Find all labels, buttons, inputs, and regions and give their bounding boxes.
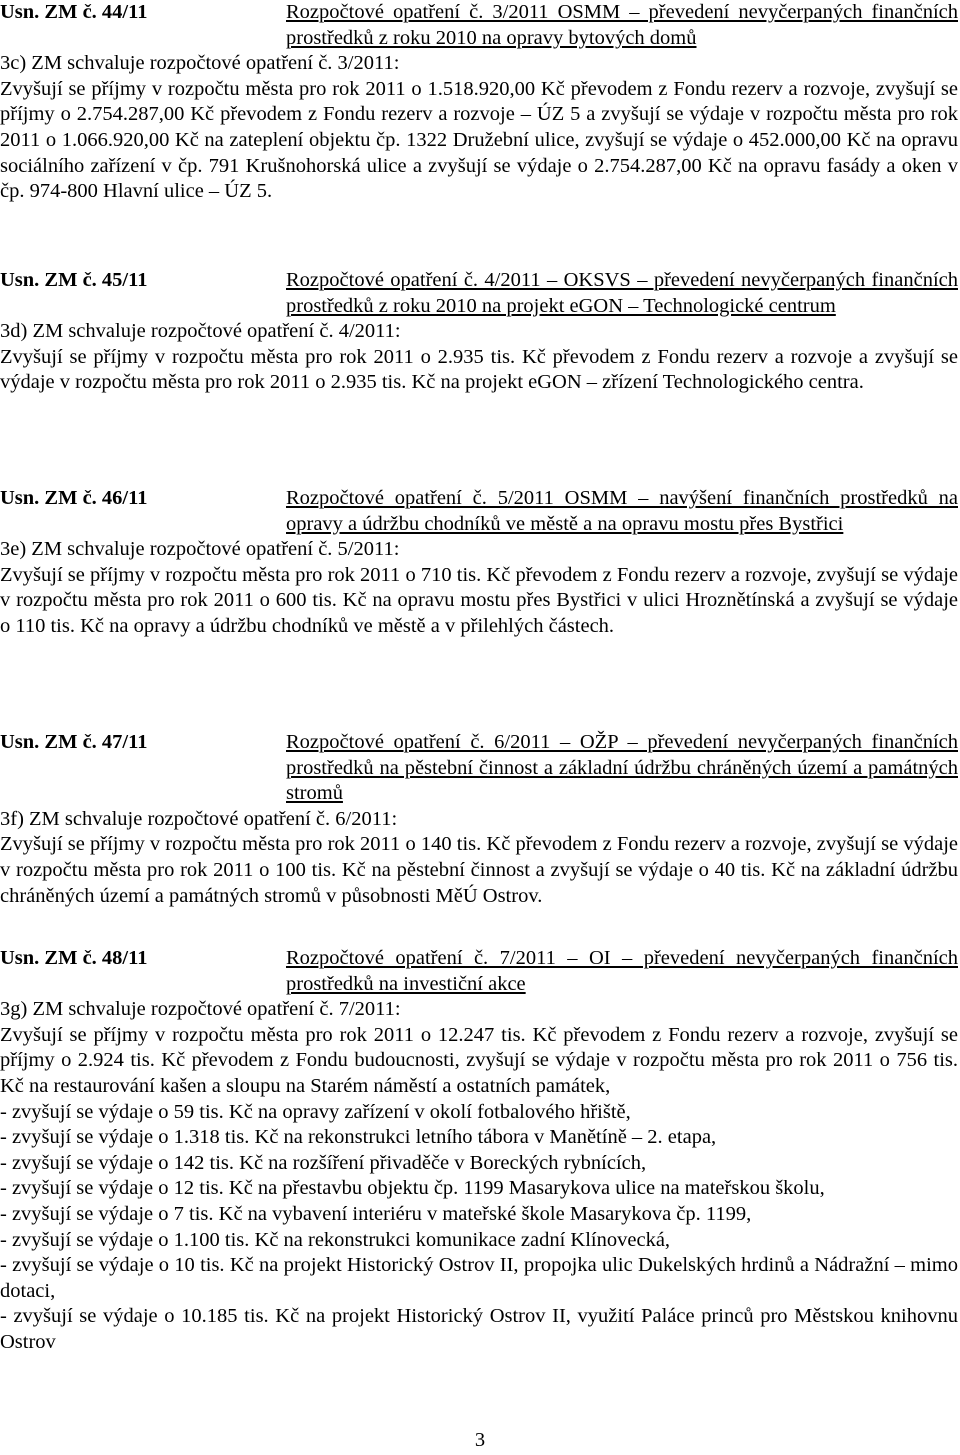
resolution-subject: Rozpočtové opatření č. 5/2011 OSMM – navýšení finančních prostředků na opravy a údržbu chodníků ve městě a na opravu mostu přes Bystřici xyxy=(286,487,958,535)
resolution-intro: 3e) ZM schvaluje rozpočtové opatření č. 5/2011: xyxy=(0,538,400,561)
resolution-subject: Rozpočtové opatření č. 6/2011 – OŽP – převedení nevyčerpaných finančních prostředků na pěstební činnost a základní údržbu chráněných území a památných stromů xyxy=(286,731,958,805)
list-item: - zvyšují se výdaje o 59 tis. Kč na opravy zařízení v okolí fotbalového hřiště, xyxy=(0,1100,631,1123)
list-item: - zvyšují se výdaje o 142 tis. Kč na rozšíření přivaděče v Boreckých rybnících, xyxy=(0,1151,647,1174)
resolution-header xyxy=(0,486,958,537)
resolution-subject: Rozpočtové opatření č. 4/2011 – OKSVS – převedení nevyčerpaných finančních prostředků z roku 2010 na projekt eGON – Technologické centrum xyxy=(286,269,958,317)
resolution-47-11 xyxy=(0,730,958,909)
resolution-48-11 xyxy=(0,946,958,1356)
resolution-number: Usn. ZM č. 48/11 xyxy=(0,947,148,969)
resolution-46-11 xyxy=(0,486,958,640)
resolution-number: Usn. ZM č. 45/11 xyxy=(0,269,148,291)
resolution-number: Usn. ZM č. 46/11 xyxy=(0,487,148,509)
resolution-intro: 3f) ZM schvaluje rozpočtové opatření č. 6/2011: xyxy=(0,807,398,830)
list-item: - zvyšují se výdaje o 10 tis. Kč na projekt Historický Ostrov II, propojka ulic Dukelských hrdinů a Nádražní – mimo dotaci, xyxy=(0,1254,958,1302)
resolution-intro: 3g) ZM schvaluje rozpočtové opatření č. 7/2011: xyxy=(0,998,401,1021)
resolution-number: Usn. ZM č. 47/11 xyxy=(0,731,148,753)
list-item: - zvyšují se výdaje o 1.100 tis. Kč na rekonstrukci komunikace zadní Klínovecká, xyxy=(0,1228,671,1251)
resolution-intro: 3d) ZM schvaluje rozpočtové opatření č. 4/2011: xyxy=(0,320,401,343)
list-item: - zvyšují se výdaje o 7 tis. Kč na vybavení interiéru v mateřské škole Masarykova čp. 1199, xyxy=(0,1202,752,1225)
resolution-number: Usn. ZM č. 44/11 xyxy=(0,1,148,23)
resolution-44-11 xyxy=(0,0,958,205)
resolution-text: Zvyšují se příjmy v rozpočtu města pro rok 2011 o 2.935 tis. Kč převodem z Fondu rezerv a rozvoje a zvyšují se výdaje v rozpočtu města pro rok 2011 o 2.935 tis. Kč na projekt eGON – zřízení Technologického centra. xyxy=(0,345,958,394)
resolution-header xyxy=(0,268,958,319)
resolution-intro: 3c) ZM schvaluje rozpočtové opatření č. 3/2011: xyxy=(0,52,400,75)
resolution-text: Zvyšují se příjmy v rozpočtu města pro rok 2011 o 140 tis. Kč převodem z Fondu rezerv a rozvoje, zvyšují se výdaje v rozpočtu města pro rok 2011 o 100 tis. Kč na pěstební činnost a zvyšují se výdaje o 40 tis. Kč na základní údržbu chráněných území a památných stromů v působnosti MěÚ Ostrov. xyxy=(0,833,958,907)
list-item: - zvyšují se výdaje o 1.318 tis. Kč na rekonstrukci letního tábora v Manětíně – 2. etapa, xyxy=(0,1126,717,1149)
resolution-header xyxy=(0,946,958,997)
resolution-text: Zvyšují se příjmy v rozpočtu města pro rok 2011 o 710 tis. Kč převodem z Fondu rezerv a rozvoje, zvyšují se výdaje v rozpočtu města pro rok 2011 o 600 tis. Kč na opravu mostu přes Bystřici v ulici Hroznětínská a zvyšují se výdaje o 110 tis. Kč na opravy a údržbu chodníků ve městě a v přilehlých částech. xyxy=(0,563,958,637)
expenditure-list xyxy=(0,1100,958,1356)
list-item: - zvyšují se výdaje o 12 tis. Kč na přestavbu objektu čp. 1199 Masarykova ulice na mateřskou školu, xyxy=(0,1177,825,1200)
resolution-subject: Rozpočtové opatření č. 7/2011 – OI – převedení nevyčerpaných finančních prostředků na investiční akce xyxy=(286,947,958,995)
resolution-45-11 xyxy=(0,268,958,396)
resolution-text: Zvyšují se příjmy v rozpočtu města pro rok 2011 o 1.518.920,00 Kč převodem z Fondu rezerv a rozvoje, zvyšují se příjmy o 2.754.287,00 Kč převodem z Fondu rezerv a rozvoje – ÚZ 5 a zvyšují se výdaje v rozpočtu města pro rok 2011 o 1.066.920,00 Kč na zateplení objektu čp. 1322 Družební ulice, zvyšují se výdaje o 452.000,00 Kč na opravu sociálního zařízení v čp. 791 Krušnohorská ulice a zvyšují se výdaje o 2.754.287,00 Kč na opravu fasády a oken v čp. 974-800 Hlavní ulice – ÚZ 5. xyxy=(0,77,958,203)
resolution-header xyxy=(0,730,958,807)
resolution-text: Zvyšují se příjmy v rozpočtu města pro rok 2011 o 12.247 tis. Kč převodem z Fondu rezerv a rozvoje, zvyšují se příjmy o 2.924 tis. Kč převodem z Fondu budoucnosti, zvyšují se výdaje v rozpočtu města pro rok 2011 o 756 tis. Kč na restaurování kašen a sloupu na Starém náměstí a ostatních památek, xyxy=(0,1023,958,1097)
resolution-subject: Rozpočtové opatření č. 3/2011 OSMM – převedení nevyčerpaných finančních prostředků z roku 2010 na opravy bytových domů xyxy=(286,1,958,49)
page-number: 3 xyxy=(474,1429,486,1451)
resolution-header xyxy=(0,0,958,51)
list-item: - zvyšují se výdaje o 10.185 tis. Kč na projekt Historický Ostrov II, využití Paláce princů pro Městskou knihovnu Ostrov xyxy=(0,1305,958,1353)
